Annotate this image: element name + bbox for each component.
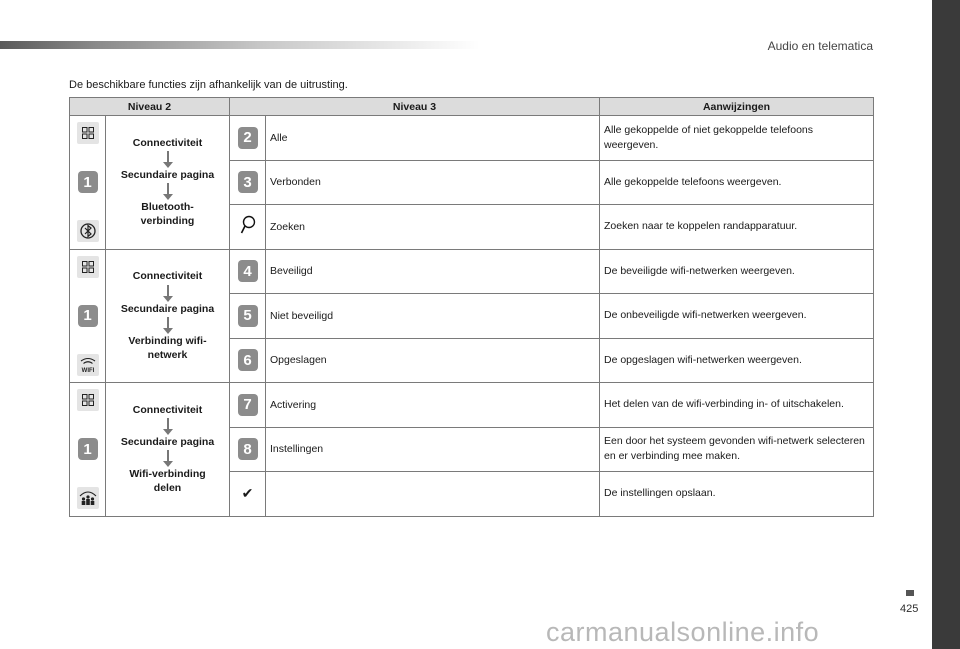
number-cell bbox=[230, 383, 266, 428]
note-cell: De onbeveiligde wifi-netwerken weergeven. bbox=[600, 294, 874, 339]
level3-number: 3 bbox=[238, 171, 258, 193]
header-notes: Aanwijzingen bbox=[600, 98, 874, 116]
number-cell bbox=[230, 294, 266, 339]
number-cell bbox=[230, 472, 266, 517]
arrow-down-icon bbox=[167, 317, 169, 329]
arrow-down-icon bbox=[167, 418, 169, 430]
icon-column bbox=[70, 249, 106, 383]
level3-number: 4 bbox=[238, 260, 258, 282]
level2-step-3: Verbinding wifi-netwerk bbox=[128, 334, 207, 361]
checkmark-icon: ✔ bbox=[241, 485, 254, 502]
level1-number: 1 bbox=[78, 305, 98, 327]
level2-step-2: Secundaire pagina bbox=[120, 302, 215, 315]
level2-step-2: Secundaire pagina bbox=[120, 169, 215, 182]
note-cell: Het delen van de wifi-verbinding in- of uitschakelen. bbox=[600, 383, 874, 428]
note-cell: Alle gekoppelde telefoons weergeven. bbox=[600, 160, 874, 205]
page-marker bbox=[906, 590, 914, 596]
level3-label: Activering bbox=[266, 383, 600, 428]
level3-number: 8 bbox=[238, 438, 258, 460]
level2-cell bbox=[106, 249, 230, 383]
icon-column bbox=[70, 116, 106, 250]
number-cell bbox=[230, 427, 266, 472]
level1-number: 1 bbox=[78, 171, 98, 193]
number-cell bbox=[230, 160, 266, 205]
arrow-down-icon bbox=[167, 151, 169, 163]
page-number: 425 bbox=[900, 603, 919, 615]
level3-label: Instellingen bbox=[266, 427, 600, 472]
note-cell: Alle gekoppelde of niet gekoppelde telefoons weergeven. bbox=[600, 116, 874, 161]
level2-step-1: Connectiviteit bbox=[132, 136, 203, 149]
wifi-icon bbox=[77, 354, 99, 376]
level3-label: Beveiligd bbox=[266, 249, 600, 294]
icon-column bbox=[70, 383, 106, 517]
level2-step-3: Bluetooth-verbinding bbox=[140, 201, 195, 228]
level2-step-1: Connectiviteit bbox=[132, 270, 203, 283]
note-cell: Een door het systeem gevonden wifi-netwerk selecteren en er verbinding mee maken. bbox=[600, 427, 874, 472]
level2-cell bbox=[106, 116, 230, 250]
level2-step-1: Connectiviteit bbox=[132, 403, 203, 416]
table-row bbox=[70, 383, 874, 428]
grid-icon bbox=[77, 122, 99, 144]
grid-icon bbox=[77, 256, 99, 278]
note-cell: De instellingen opslaan. bbox=[600, 472, 874, 517]
number-cell bbox=[230, 338, 266, 383]
grid-icon bbox=[77, 389, 99, 411]
functions-table bbox=[69, 97, 874, 517]
arrow-down-icon bbox=[167, 285, 169, 297]
watermark: carmanualsonline.info bbox=[546, 617, 820, 647]
svg-text:WIFI: WIFI bbox=[81, 367, 94, 373]
number-cell bbox=[230, 116, 266, 161]
bluetooth-icon bbox=[77, 220, 99, 242]
note-cell: Zoeken naar te koppelen randapparatuur. bbox=[600, 205, 874, 250]
level3-label: Alle bbox=[266, 116, 600, 161]
search-icon bbox=[240, 215, 256, 235]
level3-number: 6 bbox=[238, 349, 258, 371]
level3-number: 7 bbox=[238, 394, 258, 416]
section-title: Audio en telematica bbox=[767, 39, 873, 53]
level3-label: Niet beveiligd bbox=[266, 294, 600, 339]
number-cell bbox=[230, 205, 266, 250]
level2-step-3: Wifi-verbinding delen bbox=[129, 468, 206, 495]
header-gradient-bar bbox=[0, 41, 480, 49]
share-icon bbox=[77, 487, 99, 509]
level3-label: Opgeslagen bbox=[266, 338, 600, 383]
level3-label: Verbonden bbox=[266, 160, 600, 205]
level3-number: 5 bbox=[238, 305, 258, 327]
table-row bbox=[70, 116, 874, 161]
level3-number: 2 bbox=[238, 127, 258, 149]
header-level2: Niveau 2 bbox=[70, 98, 230, 116]
note-cell: De beveiligde wifi-netwerken weergeven. bbox=[600, 249, 874, 294]
arrow-down-icon bbox=[167, 183, 169, 195]
table-row bbox=[70, 249, 874, 294]
level3-label bbox=[266, 472, 600, 517]
header-level3: Niveau 3 bbox=[230, 98, 600, 116]
level1-number: 1 bbox=[78, 438, 98, 460]
note-cell: De opgeslagen wifi-netwerken weergeven. bbox=[600, 338, 874, 383]
table-header-row bbox=[70, 98, 874, 116]
level2-cell bbox=[106, 383, 230, 517]
intro-text: De beschikbare functies zijn afhankelijk van de uitrusting. bbox=[69, 79, 348, 91]
side-strip bbox=[932, 0, 960, 649]
arrow-down-icon bbox=[167, 450, 169, 462]
number-cell bbox=[230, 249, 266, 294]
level3-label: Zoeken bbox=[266, 205, 600, 250]
level2-step-2: Secundaire pagina bbox=[120, 436, 215, 449]
